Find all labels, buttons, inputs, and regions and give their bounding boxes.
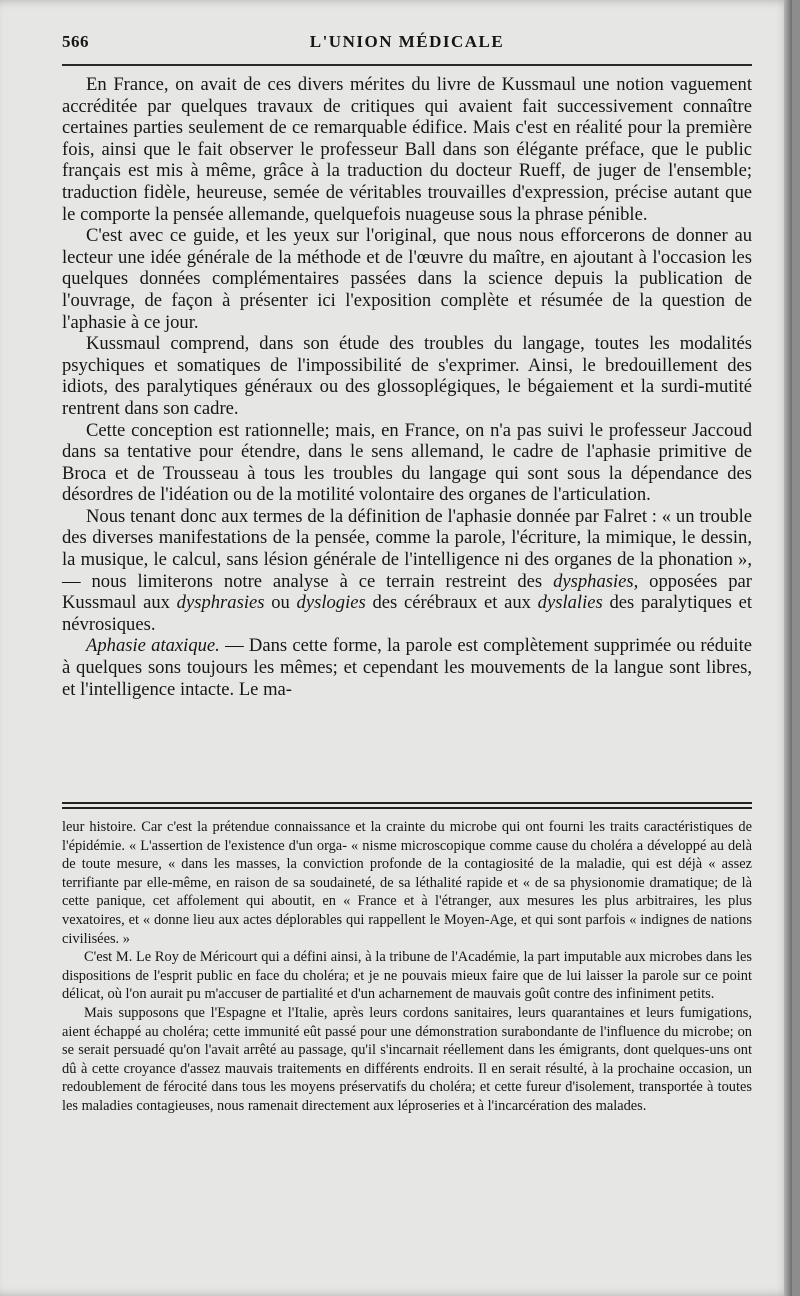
paragraph-5-text-e: des paralytiques et névrosiques. — [62, 592, 752, 635]
footnote-paragraph-3: Mais supposons que l'Espagne et l'Italie, après leurs cordons sanitaires, leurs quarantaines et leurs fumigations, aient échappé au choléra; cette immunité eût passé pour une démonstration surabondante de l'influence du microbe; on se serait persuadé qu'on l'avait arrêté au passage, qu'il s'incarnait réellement dans les émigrants, dont quelques-uns ont dû à cette croyance d'assez mauvais traitements en différents endroits. Il en serait résulté, à la prochaine occasion, un redoublement de férocité dans tous les moyens préservatifs du choléra; et cette fureur d'isolement, transportée à toutes les maladies contagieuses, nous ramenait directement aux léproseries et à l'incarcération des malades. — [62, 1004, 752, 1114]
page-edge-shadow — [784, 0, 792, 1296]
header-rule — [62, 64, 752, 66]
paragraph-5-text-b: opposées par Kussmaul aux — [62, 570, 752, 614]
section-heading-aphasie-ataxique: Aphasie ataxique. — [86, 635, 220, 657]
footnote-paragraph-1: leur histoire. Car c'est la prétendue connaissance et la crainte du microbe qui ont fourni les traits caractéristiques de l'épidémie. « L'assertion de l'existence d'un orga- « nisme microscopique comme cause du choléra a développé au delà de toute mesure, « dans les masses, la conviction profonde de la contagiosité de la maladie, qui est déjà « assez terrifiante par elle-même, en raison de sa soudaineté, de sa léthalité rapide et « de sa physionomie dramatique; de là cette panique, cet affolement qui aboutit, en « France et à l'étranger, aux mesures les plus arbitraires, les plus vexatoires, et « donne lieu aux actes déplorables qui rappellent le Moyen-Age, et qui sont parfois « indignes de nations civilisées. » — [62, 819, 752, 947]
running-header — [62, 30, 752, 60]
journal-title: L'UNION MÉDICALE — [309, 32, 505, 51]
footnote-paragraph-2: C'est M. Le Roy de Méricourt qui a défini ainsi, à la tribune de l'Académie, la part imputable aux microbes dans les dispositions de l'esprit public en face du choléra; et je ne pouvais mieux faire que de lui laisser la parole sur ce point délicat, où l'on aurait pu m'accuser de partialité et d'un acharnement de mauvais goût contre des infiniment petits. — [62, 949, 752, 1003]
paragraph-5-text-c: ou — [264, 592, 297, 614]
paragraph-4: Cette conception est rationnelle; mais, en France, on n'a pas suivi le professeur Jaccoud dans sa tentative pour étendre, dans le sens allemand, le cadre de l'aphasie primitive de Broca et de Trousseau à tous les troubles du langage qui sont sous la dépendance des désordres de l'idéation ou de la motilité volontaire des organes de l'articulation. — [62, 419, 752, 506]
term-dyslogies: dyslogies — [296, 592, 366, 614]
paragraph-2: C'est avec ce guide, et les yeux sur l'original, que nous nous efforcerons de donner au lecteur une idée générale de la méthode et de l'œuvre du maître, en ajoutant à l'occasion les quelques données complémentaires passées dans la science depuis la publication de l'ouvrage, de façon à présenter ici l'exposition complète et résumée de la question de l'aphasie à ce jour. — [62, 225, 752, 333]
term-dyslalies: dyslalies — [537, 592, 603, 614]
page-number: 566 — [62, 32, 89, 51]
paragraph-6 — [62, 635, 752, 700]
paragraph-5 — [62, 506, 752, 636]
footnote-separator — [62, 802, 752, 809]
paragraph-5-text-a: Nous tenant donc aux termes de la définition de l'aphasie donnée par Falret : « un trouble des diverses manifestations de la pensée, comme la parole, l'écriture, la mimique, le dessin, la musique, le calcul, sans lésion générale de l'intelligence ni des organes de la phonation », — nous limiterons notre analyse à ce terrain restreint des — [62, 505, 752, 592]
paragraph-5-text-d: des cérébraux et aux — [365, 592, 538, 614]
paragraph-6-text: — Dans cette forme, la parole est complètement supprimée ou réduite à quelques sons toujours les mêmes; et cependant les mouvements de la langue sont libres, et l'intelligence intacte. Le ma- — [62, 635, 752, 700]
term-dysphasies: dysphasies, — [553, 570, 639, 592]
term-dysphrasies: dysphrasies — [176, 592, 265, 614]
main-text — [62, 74, 752, 700]
paragraph-3: Kussmaul comprend, dans son étude des troubles du langage, toutes les modalités psychiques et somatiques de l'impossibilité de s'exprimer. Ainsi, le bredouillement des idiots, des paralytiques généraux ou des glossoplégiques, le bégaiement et la surdi-mutité rentrent dans son cadre. — [62, 333, 752, 419]
paragraph-1: En France, on avait de ces divers mérites du livre de Kussmaul une notion vaguement accréditée par quelques travaux de critiques qui avaient fait successivement connaître certaines parties seulement de ce remarquable édifice. Mais c'est en réalité pour la première fois, ainsi que le fait observer le professeur Ball dans son élégante préface, que le public français est mis à même, grâce à la traduction du docteur Rueff, de juger de l'ensemble; traduction fidèle, heureuse, semée de véritables trouvailles d'expression, précise autant que le comporte la pensée allemande, quelquefois nuageuse sous la phrase pénible. — [62, 74, 752, 225]
footnotes — [62, 818, 752, 1116]
